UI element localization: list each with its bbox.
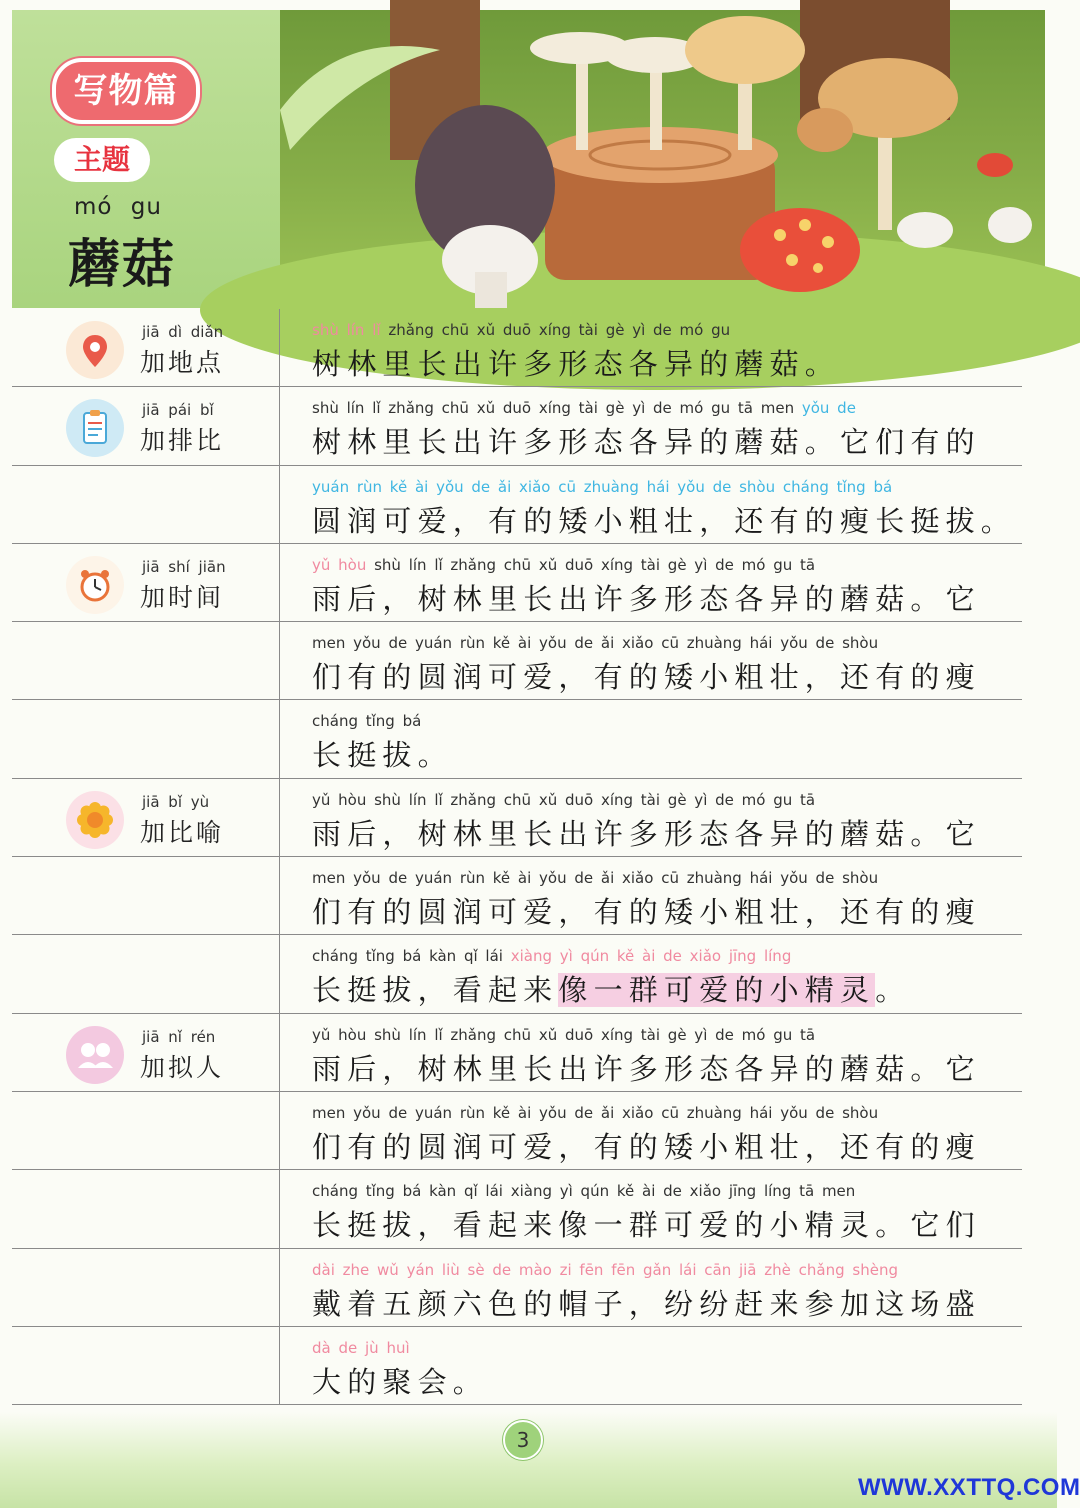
section-label-pinyin: jiā dì diǎn <box>142 323 224 341</box>
hanzi-line: 们有的圆润可爱，有的矮小粗壮，还有的瘦 <box>312 660 981 695</box>
alarm-clock-icon <box>66 556 124 614</box>
sentence-line <box>312 857 1002 934</box>
pinyin-highlight: yǔ hòu <box>312 555 367 574</box>
pinyin-line: men yǒu de yuán rùn kě ài yǒu de ǎi xiǎo cū zhuàng hái yǒu de shòu <box>312 1103 879 1122</box>
section-label-pinyin: jiā nǐ rén <box>142 1027 216 1046</box>
section-label-text: 加拟人 <box>140 1052 225 1082</box>
sentence-line <box>312 935 1002 1012</box>
section-label-empty <box>12 622 280 699</box>
section-label-empty <box>12 857 280 934</box>
pinyin-text: shù lín lǐ zhǎng chū xǔ duō xíng tài gè yì de mó gu tā men <box>312 399 795 418</box>
pinyin-line: dà de jù huì <box>312 1338 410 1357</box>
pinyin-line: men yǒu de yuán rùn kě ài yǒu de ǎi xiǎo cū zhuàng hái yǒu de shòu <box>312 869 879 888</box>
hanzi-line: 雨后，树林里长出许多形态各异的蘑菇。它 <box>312 816 981 851</box>
sentence-line <box>312 1249 1002 1326</box>
hanzi-line: 圆润可爱，有的矮小粗壮，还有的瘦长挺拔。 <box>312 503 1017 538</box>
mushroom-illustration-svg <box>280 10 1045 308</box>
section-label-empty <box>12 1249 280 1326</box>
category-badge: 写物篇 <box>52 58 200 124</box>
hanzi-punctuation: 。 <box>875 973 911 1008</box>
pinyin-line: cháng tǐng bá <box>312 712 422 731</box>
pinyin-line <box>312 399 856 417</box>
section-label-personification <box>12 1014 280 1091</box>
table-row <box>12 466 1022 544</box>
hanzi-line: 雨后，树林里长出许多形态各异的蘑菇。它 <box>312 581 981 616</box>
sunflower-icon <box>66 791 124 849</box>
table-row <box>12 1014 1022 1092</box>
page-header <box>12 10 1045 308</box>
pinyin-highlight: shù lín lǐ <box>312 321 381 339</box>
sentence-line <box>312 466 1017 543</box>
hanzi-line: 长挺拔。 <box>312 738 453 773</box>
section-label-pinyin: jiā bǐ yù <box>142 792 210 811</box>
pinyin-line <box>312 556 815 574</box>
pinyin-line <box>312 321 730 339</box>
topic-title: 蘑菇 <box>68 235 177 295</box>
section-label-text: 加时间 <box>140 582 225 612</box>
section-label-pinyin: jiā pái bǐ <box>142 401 214 420</box>
table-row <box>12 1327 1022 1405</box>
hanzi-text: 长挺拔，看起来 <box>312 973 559 1008</box>
pinyin-line: cháng tǐng bá kàn qǐ lái xiàng yì qún kě ài de xiǎo jīng líng tā men <box>312 1182 856 1201</box>
table-row <box>12 700 1022 778</box>
mushroom-forest-illustration <box>280 10 1045 308</box>
hanzi-line: 大的聚会。 <box>312 1364 489 1399</box>
section-label-empty <box>12 1327 280 1404</box>
sentence-line <box>312 1170 1002 1247</box>
pinyin-line: dài zhe wǔ yán liù sè de mào zi fēn fēn gǎn lái cān jiā zhè chǎng shèng <box>312 1260 898 1279</box>
topic-label-badge: 主题 <box>54 138 150 182</box>
sentence-line <box>312 779 1002 856</box>
sentence-line <box>312 700 1002 777</box>
table-row <box>12 857 1022 935</box>
table-row <box>12 309 1022 387</box>
hanzi-line: 雨后，树林里长出许多形态各异的蘑菇。它 <box>312 1051 981 1086</box>
metaphor-highlight: 像一群可爱的小精灵 <box>558 973 876 1008</box>
section-label-time <box>12 544 280 621</box>
section-label-empty <box>12 700 280 777</box>
table-row <box>12 622 1022 700</box>
people-icon <box>66 1026 124 1084</box>
hanzi-line: 们有的圆润可爱，有的矮小粗壮，还有的瘦 <box>312 1129 981 1164</box>
pinyin-line <box>312 947 791 965</box>
pinyin-text: zhǎng chū xǔ duō xíng tài gè yì de mó gu <box>380 321 731 339</box>
table-row <box>12 1092 1022 1170</box>
pinyin-line: yǔ hòu shù lín lǐ zhǎng chū xǔ duō xíng tài gè yì de mó gu tā <box>312 1025 816 1044</box>
table-row <box>12 1249 1022 1327</box>
pinyin-text: cháng tǐng bá kàn qǐ lái <box>312 947 511 966</box>
section-label-text: 加地点 <box>140 348 225 377</box>
table-row <box>12 935 1022 1013</box>
sentence-line <box>312 544 1002 621</box>
header-title-panel <box>12 10 280 308</box>
hanzi-line <box>312 968 910 1009</box>
section-label-metaphor <box>12 779 280 856</box>
pinyin-highlight-blue: yǒu de <box>794 399 856 418</box>
section-label-empty <box>12 1092 280 1169</box>
section-label-empty <box>12 935 280 1012</box>
writing-practice-table <box>12 309 1022 1405</box>
pinyin-highlight: xiàng yì qún kě ài de xiǎo jīng líng <box>510 947 792 966</box>
sentence-line <box>312 1092 1002 1169</box>
sentence-line <box>312 1327 1002 1404</box>
sentence-line <box>312 387 1002 464</box>
clipboard-list-icon <box>66 399 124 457</box>
pinyin-text: shù lín lǐ zhǎng chū xǔ duō xíng tài gè yì de mó gu tā <box>366 555 816 574</box>
sentence-line <box>312 309 1002 386</box>
section-label-empty <box>12 1170 280 1247</box>
hanzi-line: 树林里长出许多形态各异的蘑菇。 <box>312 347 841 381</box>
section-label-location <box>12 309 280 386</box>
pinyin-highlight-blue: yuán rùn kě ài yǒu de ǎi xiǎo cū zhuàng hái yǒu de shòu cháng tǐng bá <box>312 477 893 496</box>
site-watermark: WWW.XXTTQ.COM <box>858 1474 1080 1501</box>
pinyin-line: men yǒu de yuán rùn kě ài yǒu de ǎi xiǎo cū zhuàng hái yǒu de shòu <box>312 634 879 653</box>
section-label-parallelism <box>12 387 280 464</box>
section-label-text: 加比喻 <box>140 817 225 847</box>
topic-pinyin: mó gu <box>74 194 162 220</box>
section-label-text: 加排比 <box>140 426 225 456</box>
hanzi-line: 长挺拔，看起来像一群可爱的小精灵。它们 <box>312 1208 981 1243</box>
page-number: 3 <box>503 1420 543 1460</box>
sentence-line <box>312 622 1002 699</box>
table-row <box>12 779 1022 857</box>
hanzi-line: 戴着五颜六色的帽子，纷纷赶来参加这场盛 <box>312 1286 981 1321</box>
sentence-line <box>312 1014 1002 1091</box>
section-label-empty <box>12 466 280 543</box>
location-pin-icon <box>66 321 124 379</box>
hanzi-line: 们有的圆润可爱，有的矮小粗壮，还有的瘦 <box>312 895 981 930</box>
hanzi-line: 树林里长出许多形态各异的蘑菇。它们有的 <box>312 425 981 460</box>
table-row <box>12 1170 1022 1248</box>
pinyin-line <box>312 478 892 496</box>
pinyin-line: yǔ hòu shù lín lǐ zhǎng chū xǔ duō xíng tài gè yì de mó gu tā <box>312 790 816 809</box>
table-row <box>12 544 1022 622</box>
section-label-pinyin: jiā shí jiān <box>142 557 226 576</box>
table-row <box>12 387 1022 465</box>
